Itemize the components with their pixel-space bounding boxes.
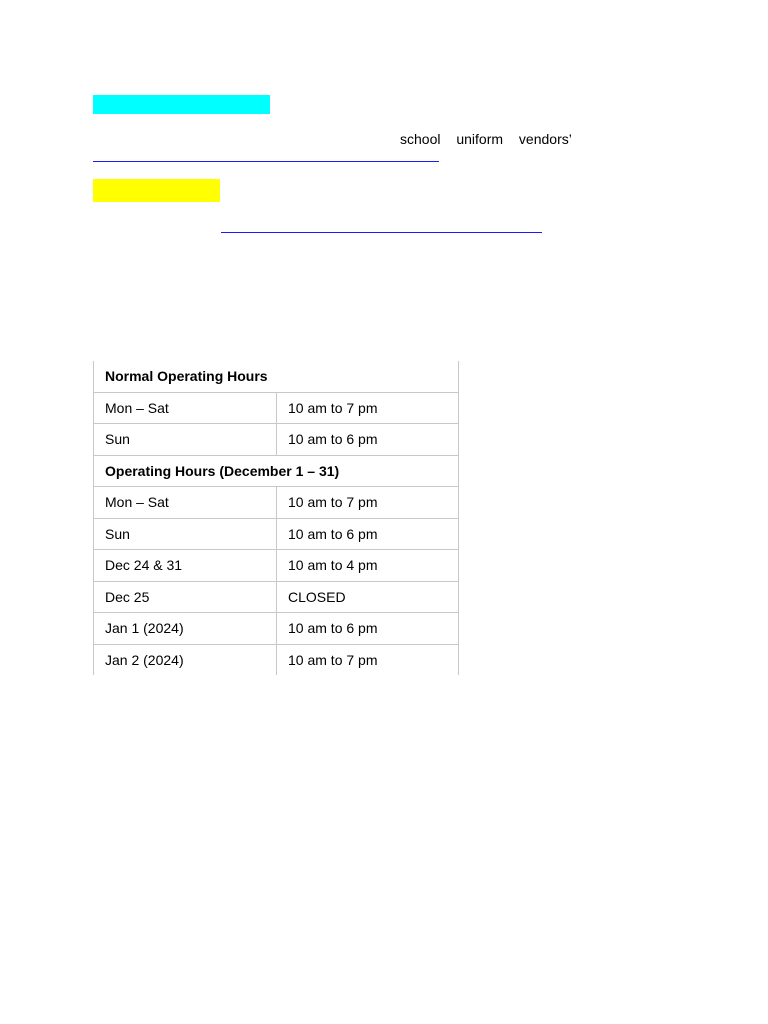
- hours-cell: 10 am to 6 pm: [277, 424, 459, 456]
- hours-cell: 10 am to 7 pm: [277, 487, 459, 519]
- cyan-highlight-block: [93, 95, 270, 114]
- december-hours-header: Operating Hours (December 1 – 31): [94, 455, 459, 487]
- hours-cell: 10 am to 4 pm: [277, 550, 459, 582]
- table-row: [94, 424, 459, 456]
- hyperlink-underline-1[interactable]: [93, 161, 439, 162]
- table-row: [94, 518, 459, 550]
- day-cell: Dec 24 & 31: [94, 550, 277, 582]
- vendor-text: school uniform vendors’: [400, 131, 572, 147]
- operating-hours-table: [93, 361, 459, 675]
- hyperlink-underline-2[interactable]: [221, 232, 542, 233]
- day-cell: Dec 25: [94, 581, 277, 613]
- day-cell: Mon – Sat: [94, 392, 277, 424]
- day-cell: Jan 1 (2024): [94, 613, 277, 645]
- hours-cell: 10 am to 6 pm: [277, 518, 459, 550]
- day-cell: Sun: [94, 518, 277, 550]
- table-header-row: [94, 361, 459, 392]
- hours-cell: 10 am to 6 pm: [277, 613, 459, 645]
- day-cell: Sun: [94, 424, 277, 456]
- table-row: [94, 613, 459, 645]
- table-header-row: [94, 455, 459, 487]
- table-row: [94, 550, 459, 582]
- table-row: [94, 644, 459, 675]
- table-row: [94, 392, 459, 424]
- day-cell: Jan 2 (2024): [94, 644, 277, 675]
- table-row: [94, 487, 459, 519]
- hours-cell: 10 am to 7 pm: [277, 644, 459, 675]
- table-row: [94, 581, 459, 613]
- day-cell: Mon – Sat: [94, 487, 277, 519]
- hours-cell: 10 am to 7 pm: [277, 392, 459, 424]
- normal-hours-header: Normal Operating Hours: [94, 361, 459, 392]
- yellow-highlight-block: [93, 179, 220, 202]
- hours-cell: CLOSED: [277, 581, 459, 613]
